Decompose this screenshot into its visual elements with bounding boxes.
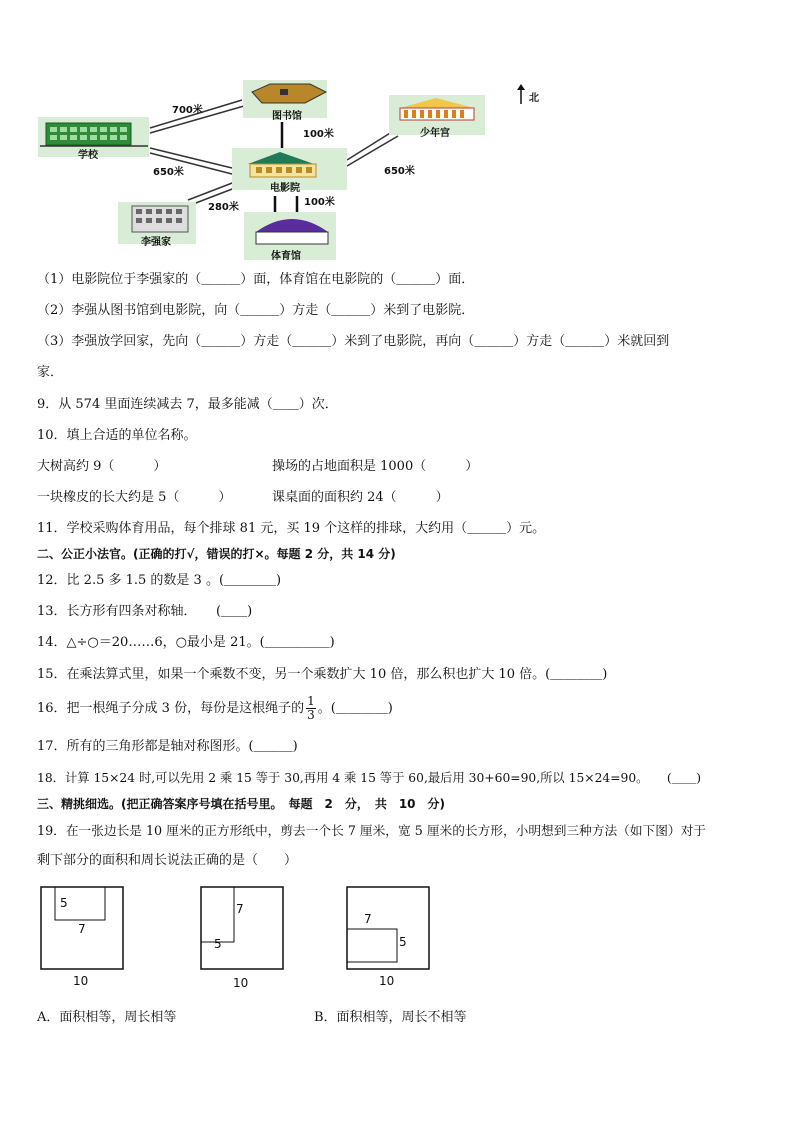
youth-palace-label: 少年宫 [420,128,450,139]
distance-cinema-palace: 650米 [384,166,415,177]
north-label: 北 [529,93,539,104]
distance-cinema-gym: 100米 [304,197,335,208]
figure-1-width: 5 [60,896,68,910]
question-14: 14．△÷○＝20……6，○最小是 21。(＿＿＿＿＿) [37,635,335,650]
gym-label: 体育馆 [271,251,301,262]
figure-3-side: 10 [379,974,395,988]
distance-home-cinema: 280米 [208,202,239,213]
question-13: 13．长方形有四条对称轴． (＿＿) [37,604,253,619]
section-2-heading: 二、公正小法官。(正确的打√，错误的打×。每题 2 分，共 14 分) [37,547,396,561]
fraction-one-third [306,695,316,722]
liqiang-home-label: 李强家 [141,237,171,248]
map-lines [0,0,794,265]
question-10-d: 课桌面的面积约 24（ ） [272,490,449,505]
fraction-denominator: 3 [307,708,315,722]
question-16 [37,694,393,724]
figure-2-length: 7 [236,902,244,916]
question-10-c: 一块橡皮的长大约是 5（ ） [37,490,232,505]
question-16-text: 16．把一根绳子分成 3 份，每份是这根绳子的 [37,701,305,716]
school-label: 学校 [78,150,98,161]
figure-3-width: 5 [399,935,407,949]
question-17: 17．所有的三角形都是轴对称图形。(＿＿＿) [37,739,298,754]
distance-library-cinema: 100米 [303,129,334,140]
figure-1-length: 7 [78,922,86,936]
figure-1-side: 10 [73,974,89,988]
distance-school-library: 700米 [172,105,203,116]
question-16-tail: 。(＿＿＿＿) [317,701,393,716]
distance-school-cinema: 650米 [153,167,184,178]
figure-3-length: 7 [364,912,372,926]
question-15: 15．在乘法算式里，如果一个乘数不变，另一个乘数扩大 10 倍，那么积也扩大 10 倍。(＿＿＿＿) [37,667,608,682]
option-b: B．面积相等，周长不相等 [314,1010,467,1025]
question-11: 11．学校采购体育用品，每个排球 81 元，买 19 个这样的排球，大约用（＿＿＿）元。 [37,521,546,536]
question-19: 19．在一张边长是 10 厘米的正方形纸中，剪去一个长 7 厘米，宽 5 厘米的长方形，小明想到三种方法（如下图）对于 [37,823,706,838]
question-18: 18．计算 15×24 时,可以先用 2 乘 15 等于 30,再用 4 乘 15 等于 60,最后用 30+60=90,所以 15×24=90。 (＿＿) [37,771,702,785]
question-10: 10．填上合适的单位名称。 [37,428,197,443]
question-8-part-3-cont: 家． [37,365,64,380]
question-12: 12．比 2.5 多 1.5 的数是 3 。(＿＿＿＿) [37,573,282,588]
section-3-heading: 三、精挑细选。(把正确答案序号填在括号里。 每题 2 分， 共 10 分) [37,797,446,811]
cinema-label: 电影院 [270,183,300,194]
question-8-part-3: （3）李强放学回家，先向（＿＿＿）方走（＿＿＿）米到了电影院，再向（＿＿＿）方走（＿＿＿）米就回到 [37,334,670,349]
question-8-part-2: （2）李强从图书馆到电影院，向（＿＿＿）方走（＿＿＿）米到了电影院． [37,303,475,318]
question-8-part-1: （1）电影院位于李强家的（＿＿＿）面，体育馆在电影院的（＿＿＿）面． [37,272,475,287]
fraction-numerator: 1 [307,694,315,708]
option-a: A．面积相等，周长相等 [37,1010,177,1025]
question-10-b: 操场的占地面积是 1000（ ） [272,459,479,474]
figure-2-side: 10 [233,976,249,990]
library-label: 图书馆 [272,111,302,122]
question-19-cont: 剩下部分的面积和周长说法正确的是（ ） [37,853,298,868]
question-10-a: 大树高约 9（ ） [37,459,167,474]
question-9: 9．从 574 里面连续减去 7，最多能减（＿＿）次． [37,397,338,412]
figure-2-width: 5 [214,937,222,951]
